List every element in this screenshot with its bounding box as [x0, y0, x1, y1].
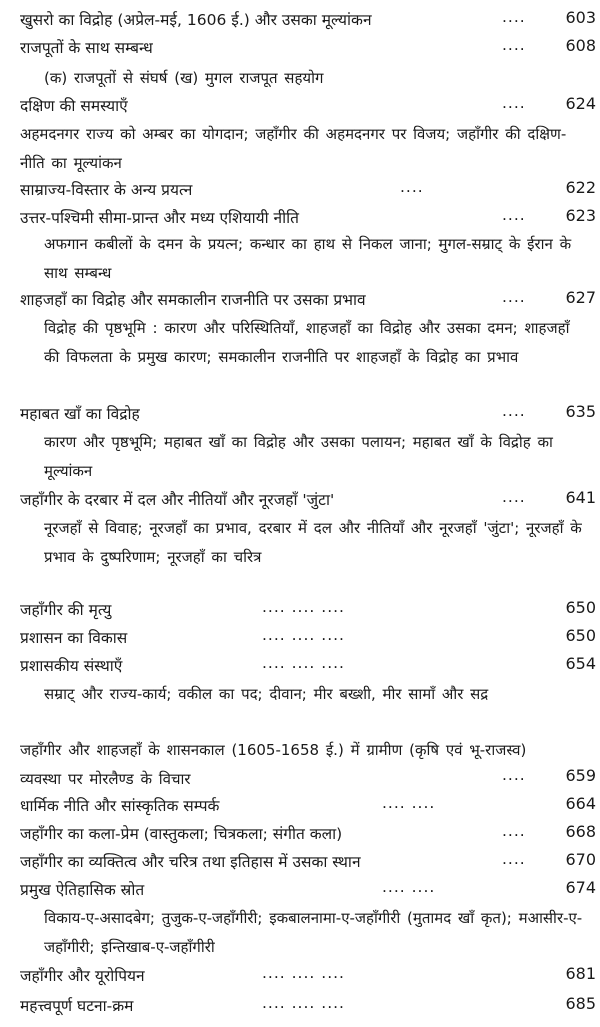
toc-entry-title: उत्तर-पश्चिमी सीमा-प्रान्त और मध्य एशियायी नीति [20, 209, 300, 227]
toc-entry-leader: .... [502, 206, 526, 224]
toc-entry [0, 486, 600, 566]
toc-entry-leader: .... .... .... [262, 654, 345, 672]
toc-entry-leader: .... .... [382, 878, 436, 896]
toc-entry [0, 92, 600, 172]
toc-entry-title: शाहजहाँ का विद्रोह और समकालीन राजनीति पर उसका प्रभाव [20, 291, 366, 309]
toc-entry-page: 685 [565, 994, 596, 1013]
toc-entry-subtopics: विकाय-ए-असादबेग; तुजुक-ए-जहाँगीरी; इकबालनामा-ए-जहाँगीरी (मुतामद खाँ कृत); मआसीर-ए-जहाँगीरी; इन्तिखाब-ए-जहाँगीरी [44, 909, 583, 956]
toc-entry-subtopics: कारण और पृष्ठभूमि; महाबत खाँ का विद्रोह और उसका पलायन; महाबत खाँ के विद्रोह का मूल्यांकन [44, 433, 553, 480]
toc-entry-leader: .... .... [382, 794, 436, 812]
toc-entry-leader: .... .... .... [262, 994, 345, 1012]
toc-entry-leader: .... [502, 402, 526, 420]
toc-entry [0, 624, 600, 652]
toc-entry-page: 664 [565, 794, 596, 813]
toc-entry [0, 286, 600, 366]
toc-entry-leader: .... [502, 766, 526, 784]
toc-entry-subtopics: अहमदनगर राज्य को अम्बर का योगदान; जहाँगीर की अहमदनगर पर विजय; जहाँगीर की दक्षिण-नीति का मूल्यांकन [20, 125, 567, 172]
toc-entry [0, 876, 600, 956]
toc-entry-subtopics: विद्रोह की पृष्ठभूमि : कारण और परिस्थितियाँ, शाहजहाँ का विद्रोह और उसका दमन; शाहजहाँ की विफलता के प्रमुख कारण; समकालीन राजनीति पर शाहजहाँ के विद्रोह का प्रभाव [44, 319, 570, 366]
toc-entry [0, 34, 600, 87]
toc-entry-page: 622 [565, 178, 596, 197]
toc-entry-subtopics: (क) राजपूतों से संघर्ष (ख) मुगल राजपूत सहयोग [44, 69, 324, 87]
toc-entry-page: 668 [565, 822, 596, 841]
toc-entry-title: राजपूतों के साथ सम्बन्ध [20, 39, 153, 57]
toc-entry-title: दक्षिण की समस्याएँ [20, 97, 128, 115]
toc-entry-page: 650 [565, 598, 596, 617]
toc-entry-title: धार्मिक नीति और सांस्कृतिक सम्पर्क [20, 797, 220, 815]
toc-entry-page: 674 [565, 878, 596, 897]
toc-entry [0, 848, 600, 876]
toc-entry-leader: .... .... .... [262, 626, 345, 644]
toc-entry-page: 650 [565, 626, 596, 645]
toc-entry-page: 635 [565, 402, 596, 421]
toc-entry-page: 681 [565, 964, 596, 983]
toc-entry-leader: .... .... .... [262, 964, 345, 982]
toc-entry-title: खुसरो का विद्रोह (अप्रेल-मई, 1606 ई.) और उसका मूल्यांकन [20, 11, 372, 29]
toc-entry [0, 992, 600, 1020]
toc-entry-leader: .... [502, 850, 526, 868]
toc-entry-subtopics: अफगान कबीलों के दमन के प्रयत्न; कन्धार का हाथ से निकल जाना; मुगल-सम्राट् के ईरान के साथ सम्बन्ध [44, 235, 572, 282]
toc-entry-subtopics: जहाँगीर और शाहजहाँ के शासनकाल (1605-1658 ई.) में ग्रामीण (कृषि एवं भू-राजस्व) व्यवस्था पर मोरलैण्ड के विचार [20, 741, 527, 788]
toc-entry-leader: .... [502, 288, 526, 306]
toc-entry-title: जहाँगीर का कला-प्रेम (वास्तुकला; चित्रकला; संगीत कला) [20, 825, 343, 843]
toc-entry-leader: .... [502, 8, 526, 26]
toc-entry-title: महत्त्वपूर्ण घटना-क्रम [20, 997, 134, 1015]
toc-entry-title: महाबत खाँ का विद्रोह [20, 405, 140, 423]
toc-entry [0, 176, 600, 204]
toc-entry-title: साम्राज्य-विस्तार के अन्य प्रयत्न [20, 181, 193, 199]
toc-entry-leader: .... [502, 488, 526, 506]
toc-entry-title: प्रशासकीय संस्थाएँ [20, 657, 123, 675]
toc-entry [0, 596, 600, 624]
toc-entry-page: 670 [565, 850, 596, 869]
toc-entry [0, 962, 600, 990]
toc-entry-title: जहाँगीर और यूरोपियन [20, 967, 145, 985]
toc-entry-leader: .... [502, 94, 526, 112]
toc-entry-leader: .... [502, 36, 526, 54]
toc-entry-title: जहाँगीर की मृत्यु [20, 601, 112, 619]
toc-entry [0, 6, 600, 34]
toc-entry-page: 608 [565, 36, 596, 55]
toc-entry-leader: .... [400, 178, 424, 196]
toc-entry-page: 659 [565, 766, 596, 785]
toc-entry-title: प्रमुख ऐतिहासिक स्रोत [20, 881, 145, 899]
toc-entry [0, 652, 600, 703]
toc-entry [0, 792, 600, 820]
toc-entry-page: 603 [565, 8, 596, 27]
toc-entry-page: 624 [565, 94, 596, 113]
toc-entry-title: जहाँगीर के दरबार में दल और नीतियाँ और नूरजहाँ 'जुंटा' [20, 491, 335, 509]
toc-entry [0, 820, 600, 848]
toc-entry [0, 204, 600, 282]
toc-entry-page: 627 [565, 288, 596, 307]
toc-entry [0, 400, 600, 480]
toc-entry-leader: .... [502, 822, 526, 840]
toc-entry-leader: .... .... .... [262, 598, 345, 616]
toc-entry-title: जहाँगीर का व्यक्तित्व और चरित्र तथा इतिहास में उसका स्थान [20, 853, 361, 871]
toc-entry-title: प्रशासन का विकास [20, 629, 128, 647]
toc-entry-page: 641 [565, 488, 596, 507]
toc-entry-subtopics: सम्राट् और राज्य-कार्य; वकील का पद; दीवान; मीर बख्शी, मीर सामाँ और सद्र [44, 685, 489, 703]
toc-entry-page: 654 [565, 654, 596, 673]
toc-entry-subtopics: नूरजहाँ से विवाह; नूरजहाँ का प्रभाव, दरबार में दल और नीतियाँ और नूरजहाँ 'जुंटा'; नूरजहाँ के प्रभाव के दुष्परिणाम; नूरजहाँ का चरित्र [44, 519, 582, 566]
toc-entry-page: 623 [565, 206, 596, 225]
